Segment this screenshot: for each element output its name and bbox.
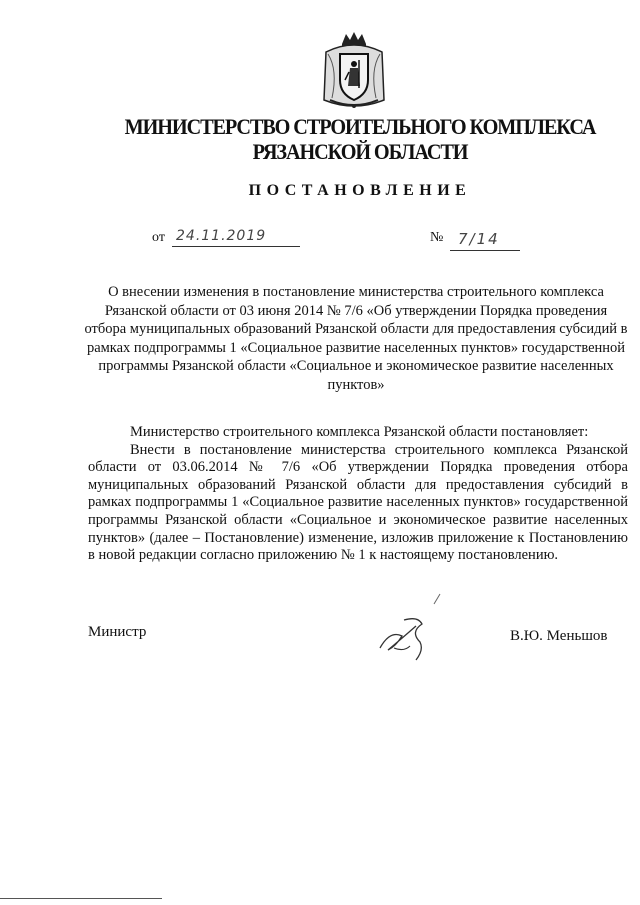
document-title: О внесении изменения в постановление министерства строительного комплекса Рязанской области от 03 июня 2014 № 7/6 «Об утверждении Порядка проведения отбора муниципальных образований Рязанской области для предоставления субсидий в рамках подпрограммы 1 «Социальное развитие населенных пунктов» государственной программы Рязанской области «Социальное и экономическое развитие населенных пунктов» xyxy=(84,284,628,393)
body-paragraph-2: Внести в постановление министерства строительного комплекса Рязанской области от 03.06.2014 № 7/6 «Об утверждении Порядка проведения отбора муниципальных образований Рязанской области для предоставления субсидий в рамках подпрограммы 1 «Социальное развитие населенных пунктов» государственной программы Рязанской области «Социальное и экономическое развитие населенных пунктов» (далее – Постановление) изменение, изложив приложение к Постановлению в новой редакции согласно приложению № 1 к настоящему постановлению. xyxy=(88,441,628,564)
date-label: от xyxy=(152,230,165,245)
coat-of-arms-icon xyxy=(318,30,390,112)
number-underline xyxy=(450,250,520,251)
signatory-name: В.Ю. Меньшов xyxy=(510,628,608,644)
handwritten-signature-icon xyxy=(360,590,450,670)
number-value: 7/14 xyxy=(458,230,500,248)
body-paragraph-1: Министерство строительного комплекса Рязанской области постановляет: xyxy=(130,424,589,440)
ministry-name-line2: РЯЗАНСКОЙ ОБЛАСТИ xyxy=(252,139,468,164)
date-underline xyxy=(172,246,300,247)
document-type: ПОСТАНОВЛЕНИЕ xyxy=(248,182,472,199)
document-body xyxy=(88,424,628,565)
number-label: № xyxy=(430,230,444,245)
footnote-divider xyxy=(0,898,162,899)
ministry-name-line1: МИНИСТЕРСТВО СТРОИТЕЛЬНОГО КОМПЛЕКСА xyxy=(124,114,596,139)
signatory-position: Министр xyxy=(88,624,147,640)
date-value: 24.11.2019 xyxy=(176,228,267,244)
